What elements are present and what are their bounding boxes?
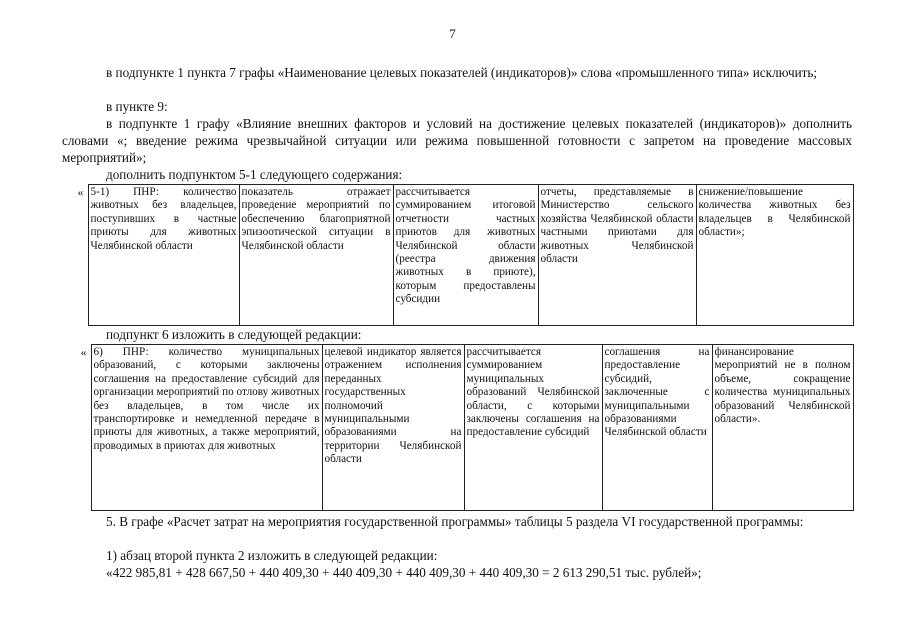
table-cell-indicator-name: 6) ПНР: количество муниципальных образований, с которыми заключены соглашения на предоставление субсидий для организации мероприятий по отлову животных без владельцев, в том числе их транспортировке и немедленной передаче в приюты для животных, а также мероприятий, проводимых в приютах для животных: [91, 345, 322, 511]
page-number: 7: [449, 26, 456, 41]
table-cell-calculation: рассчитывается суммированием итоговой отчетности частных приютов для животных Челябинской области (реестра движения животных в приюте), которым предоставлены субсидии: [393, 185, 538, 326]
table-cell-calculation: рассчитывается суммированием муниципальных образований Челябинской области, с которыми заключены соглашения на предоставление субсидий: [464, 345, 602, 511]
table-row: [62, 185, 853, 326]
paragraph-cost-calculation: 5. В графе «Расчет затрат на мероприятия государственной программы» таблицы 5 раздела VI государственной программы:: [106, 514, 804, 529]
opening-quote: «: [62, 345, 91, 511]
table-cell-source: соглашения на предоставление субсидий, заключенные с муниципальными образованиями Челябинской области: [602, 345, 712, 511]
table-row: [62, 345, 853, 511]
table-cell-external-factors: снижение/повышение количества животных без владельцев в Челябинской области»;: [696, 185, 853, 326]
paragraph-subitem-6: подпункт 6 изложить в следующей редакции:: [106, 327, 362, 342]
paragraph-formula: «422 985,81 + 428 667,50 + 440 409,30 + 440 409,30 + 440 409,30 + 440 409,30 = 2 613 290,51 тыс. рублей»;: [106, 565, 702, 580]
subitem-6-table: [62, 344, 854, 511]
paragraph-external-factors: в подпункте 1 графу «Влияние внешних факторов и условий на достижение целевых показателей (индикаторов)» дополнить словами «; введение режима чрезвычайной ситуации или режима повышенной готовности с запретом на проведение массовых мероприятий»;: [62, 116, 852, 165]
paragraph-paragraph-2: 1) абзац второй пункта 2 изложить в следующей редакции:: [106, 548, 438, 563]
paragraph-add-subitem: дополнить подпунктом 5-1 следующего содержания:: [106, 167, 403, 182]
subitem-5-1-table: [62, 184, 854, 326]
table-cell-description: целевой индикатор является отражением исполнения переданных государственных полномочий муниципальными образованиями на территории Челябинской области: [322, 345, 464, 511]
table-cell-external-factors: финансирование мероприятий не в полном объеме, сокращение количества муниципальных образований Челябинской области».: [712, 345, 853, 511]
paragraph-item-9: в пункте 9:: [106, 99, 168, 114]
table-cell-source: отчеты, представляемые в Министерство сельского хозяйства Челябинской области частными приютами для животных Челябинской области: [538, 185, 696, 326]
table-cell-description: показатель отражает проведение мероприятий по обеспечению благоприятной эпизоотической ситуации в Челябинской области: [239, 185, 393, 326]
table-cell-indicator-name: 5-1) ПНР: количество животных без владельцев, поступивших в частные приюты для животных Челябинской области: [88, 185, 239, 326]
opening-quote: «: [62, 185, 88, 326]
paragraph-amend-indicators: в подпункте 1 пункта 7 графы «Наименование целевых показателей (индикаторов)» слова «промышленного типа» исключить;: [106, 65, 818, 80]
